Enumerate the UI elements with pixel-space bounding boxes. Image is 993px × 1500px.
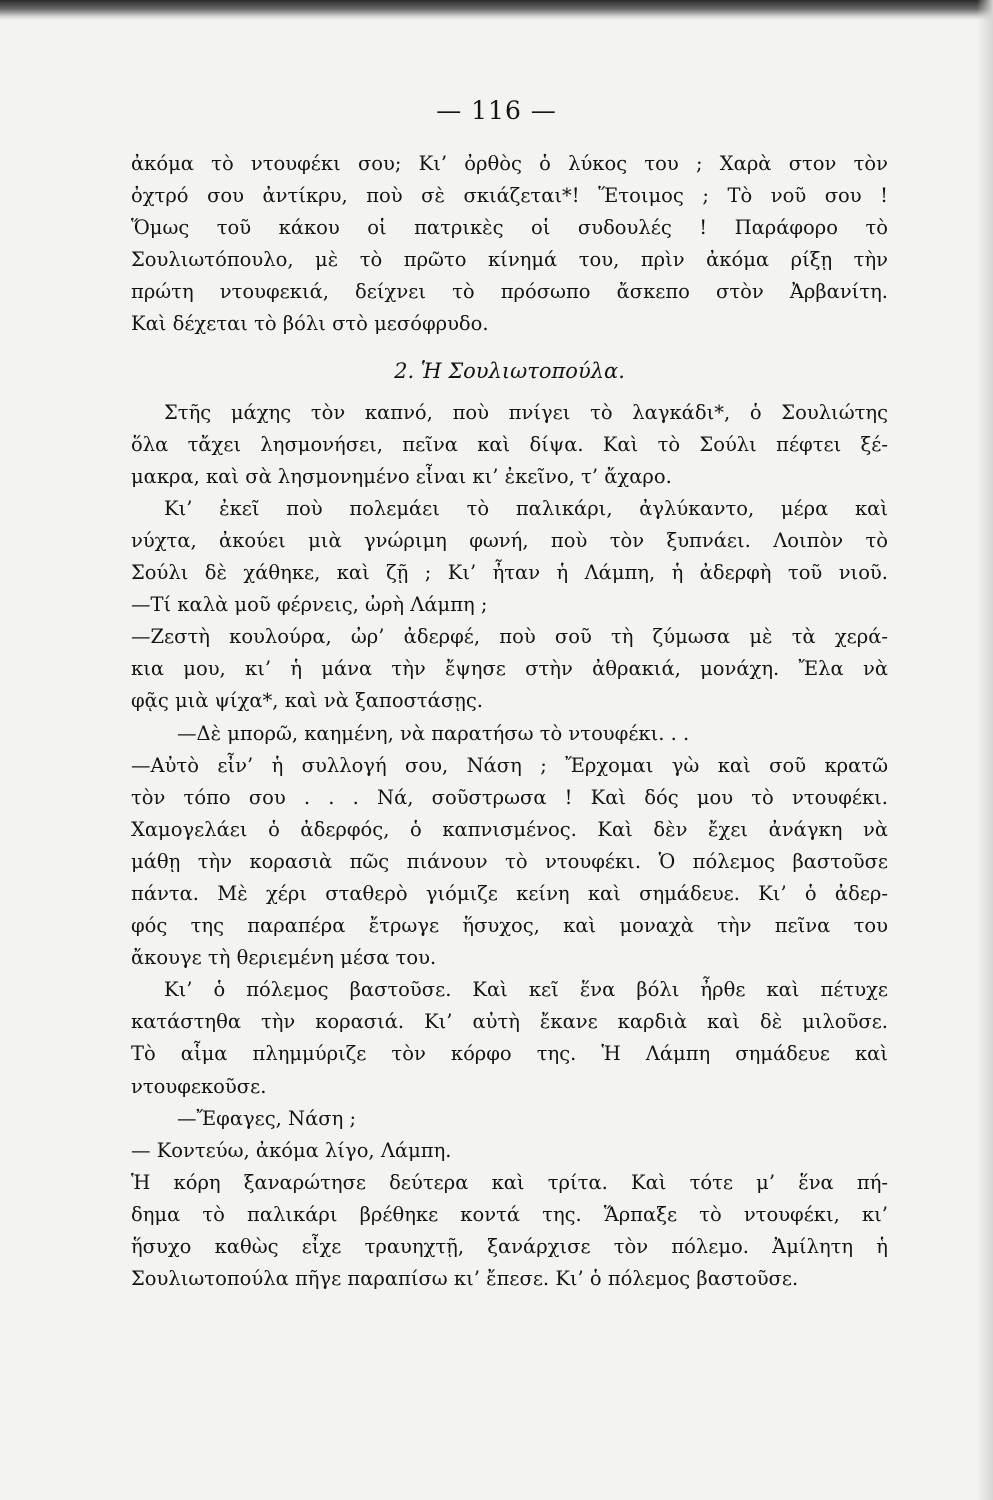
text-line: δημα τὸ παλικάρι βρέθηκε κοντά της. Ἅρπαξε τὸ ντουφέκι, κι’ bbox=[131, 1202, 888, 1226]
scan-top-edge bbox=[0, 0, 993, 20]
text-line: —Ἔφαγες, Νάση ; bbox=[177, 1106, 357, 1130]
page-number: — 116 — bbox=[436, 96, 557, 125]
text-line: Σουλιωτόπουλο, μὲ τὸ πρῶτο κίνημά του, πρὶν ἀκόμα ρίξῃ τὴν bbox=[131, 248, 888, 272]
text-line: Ἡ κόρη ξαναρώτησε δεύτερα καὶ τρίτα. Καὶ τότε μ’ ἕνα πή- bbox=[131, 1170, 888, 1194]
text-line: φός της παραπέρα ἔτρωγε ἥσυχος, καὶ μοναχὰ τὴν πεῖνα του bbox=[131, 914, 888, 938]
text-line: Κι’ ὁ πόλεμος βαστοῦσε. Καὶ κεῖ ἕνα βόλι ἦρθε καὶ πέτυχε bbox=[164, 978, 888, 1002]
text-line: —Δὲ μπορῶ, καημένη, νὰ παρατήσω τὸ ντουφέκι. . . bbox=[177, 721, 690, 745]
text-line: μάθῃ τὴν κορασιὰ πῶς πιάνουν τὸ ντουφέκι. Ὁ πόλεμος βαστοῦσε bbox=[131, 849, 888, 873]
text-line: Σούλι δὲ χάθηκε, καὶ ζῇ ; Κι’ ἦταν ἡ Λάμπη, ἡ ἀδερφὴ τοῦ νιοῦ. bbox=[131, 561, 888, 585]
text-line: Τὸ αἷμα πλημμύριζε τὸν κόρφο της. Ἡ Λάμπη σημάδευε καὶ bbox=[131, 1042, 888, 1066]
text-line: Ὅμως τοῦ κάκου οἱ πατρικὲς οἱ συδουλές ! Παράφορο τὸ bbox=[131, 216, 888, 240]
text-line: — Κοντεύω, ἀκόμα λίγο, Λάμπη. bbox=[131, 1138, 452, 1162]
page-text bbox=[131, 148, 888, 1295]
text-line: πρώτη ντουφεκιά, δείχνει τὸ πρόσωπο ἄσκεπο στὸν Ἀρβανίτη. bbox=[131, 280, 888, 304]
text-line: τὸν τόπο σου . . . Νά, σοῦστρωσα ! Καὶ δός μου τὸ ντουφέκι. bbox=[131, 785, 888, 809]
text-line: ντουφεκοῦσε. bbox=[131, 1074, 267, 1098]
text-line: Κι’ ἐκεῖ ποὺ πολεμάει τὸ παλικάρι, ἀγλύκαντο, μέρα καὶ bbox=[164, 496, 888, 520]
text-line: ἀκόμα τὸ ντουφέκι σου; Κι’ ὀρθὸς ὁ λύκος του ; Χαρὰ στον τὸν bbox=[131, 152, 888, 175]
text-line: —Αὐτὸ εἶν’ ἡ συλλογή σου, Νάση ; Ἔρχομαι γὼ καὶ σοῦ κρατῶ bbox=[131, 753, 888, 777]
text-line: Καὶ δέχεται τὸ βόλι στὸ μεσόφρυδο. bbox=[131, 312, 489, 336]
text-line: πάντα. Μὲ χέρι σταθερὸ γιόμιζε κείνη καὶ σημάδευε. Κι’ ὁ ἀδερ- bbox=[131, 881, 888, 905]
scan-right-edge bbox=[977, 0, 993, 1500]
text-line: Στῆς μάχης τὸν καπνό, ποὺ πνίγει τὸ λαγκάδι*, ὁ Σουλιώτης bbox=[164, 400, 888, 424]
section-heading: 2. Ἡ Σουλιωτοπούλα. bbox=[394, 358, 625, 383]
text-line: μακρα, καὶ σὰ λησμονημένο εἶναι κι’ ἐκεῖνο, τ’ ἄχαρο. bbox=[131, 464, 672, 488]
text-line: ὀχτρό σου ἀντίκρυ, ποὺ σὲ σκιάζεται*! Ἕτοιμος ; Τὸ νοῦ σου ! bbox=[131, 184, 888, 208]
text-line: κατάστηθα τὴν κορασιά. Κι’ αὐτὴ ἔκανε καρδιὰ καὶ δὲ μιλοῦσε. bbox=[131, 1010, 888, 1034]
text-line: νύχτα, ἀκούει μιὰ γνώριμη φωνή, ποὺ τὸν ξυπνάει. Λοιπὸν τὸ bbox=[131, 528, 888, 552]
text-line: κια μου, κι’ ἡ μάνα τὴν ἔψησε στὴν ἀθρακιά, μονάχη. Ἔλα νὰ bbox=[131, 657, 888, 681]
text-line: ἄκουγε τὴ θεριεμένη μέσα του. bbox=[131, 946, 437, 970]
text-line: Χαμογελάει ὁ ἀδερφός, ὁ καπνισμένος. Καὶ δὲν ἔχει ἀνάγκη νὰ bbox=[131, 817, 888, 841]
text-line: φᾷς μιὰ ψίχα*, καὶ νὰ ξαποστάσῃς. bbox=[131, 689, 483, 713]
text-line: ἥσυχο καθὼς εἶχε τραυηχτῇ, ξανάρχισε τὸν πόλεμο. Ἀμίλητη ἡ bbox=[131, 1235, 888, 1258]
text-line: Σουλιωτοπούλα πῆγε παραπίσω κι’ ἔπεσε. Κι’ ὁ πόλεμος βαστοῦσε. bbox=[131, 1267, 799, 1291]
text-line: ὅλα τἄχει λησμονήσει, πεῖνα καὶ δίψα. Καὶ τὸ Σούλι πέφτει ξέ- bbox=[131, 432, 888, 456]
text-line: —Ζεστὴ κουλούρα, ὠρ’ ἀδερφέ, ποὺ σοῦ τὴ ζύμωσα μὲ τὰ χερά- bbox=[131, 625, 888, 649]
text-line: —Τί καλὰ μοῦ φέρνεις, ὠρὴ Λάμπη ; bbox=[131, 593, 488, 617]
